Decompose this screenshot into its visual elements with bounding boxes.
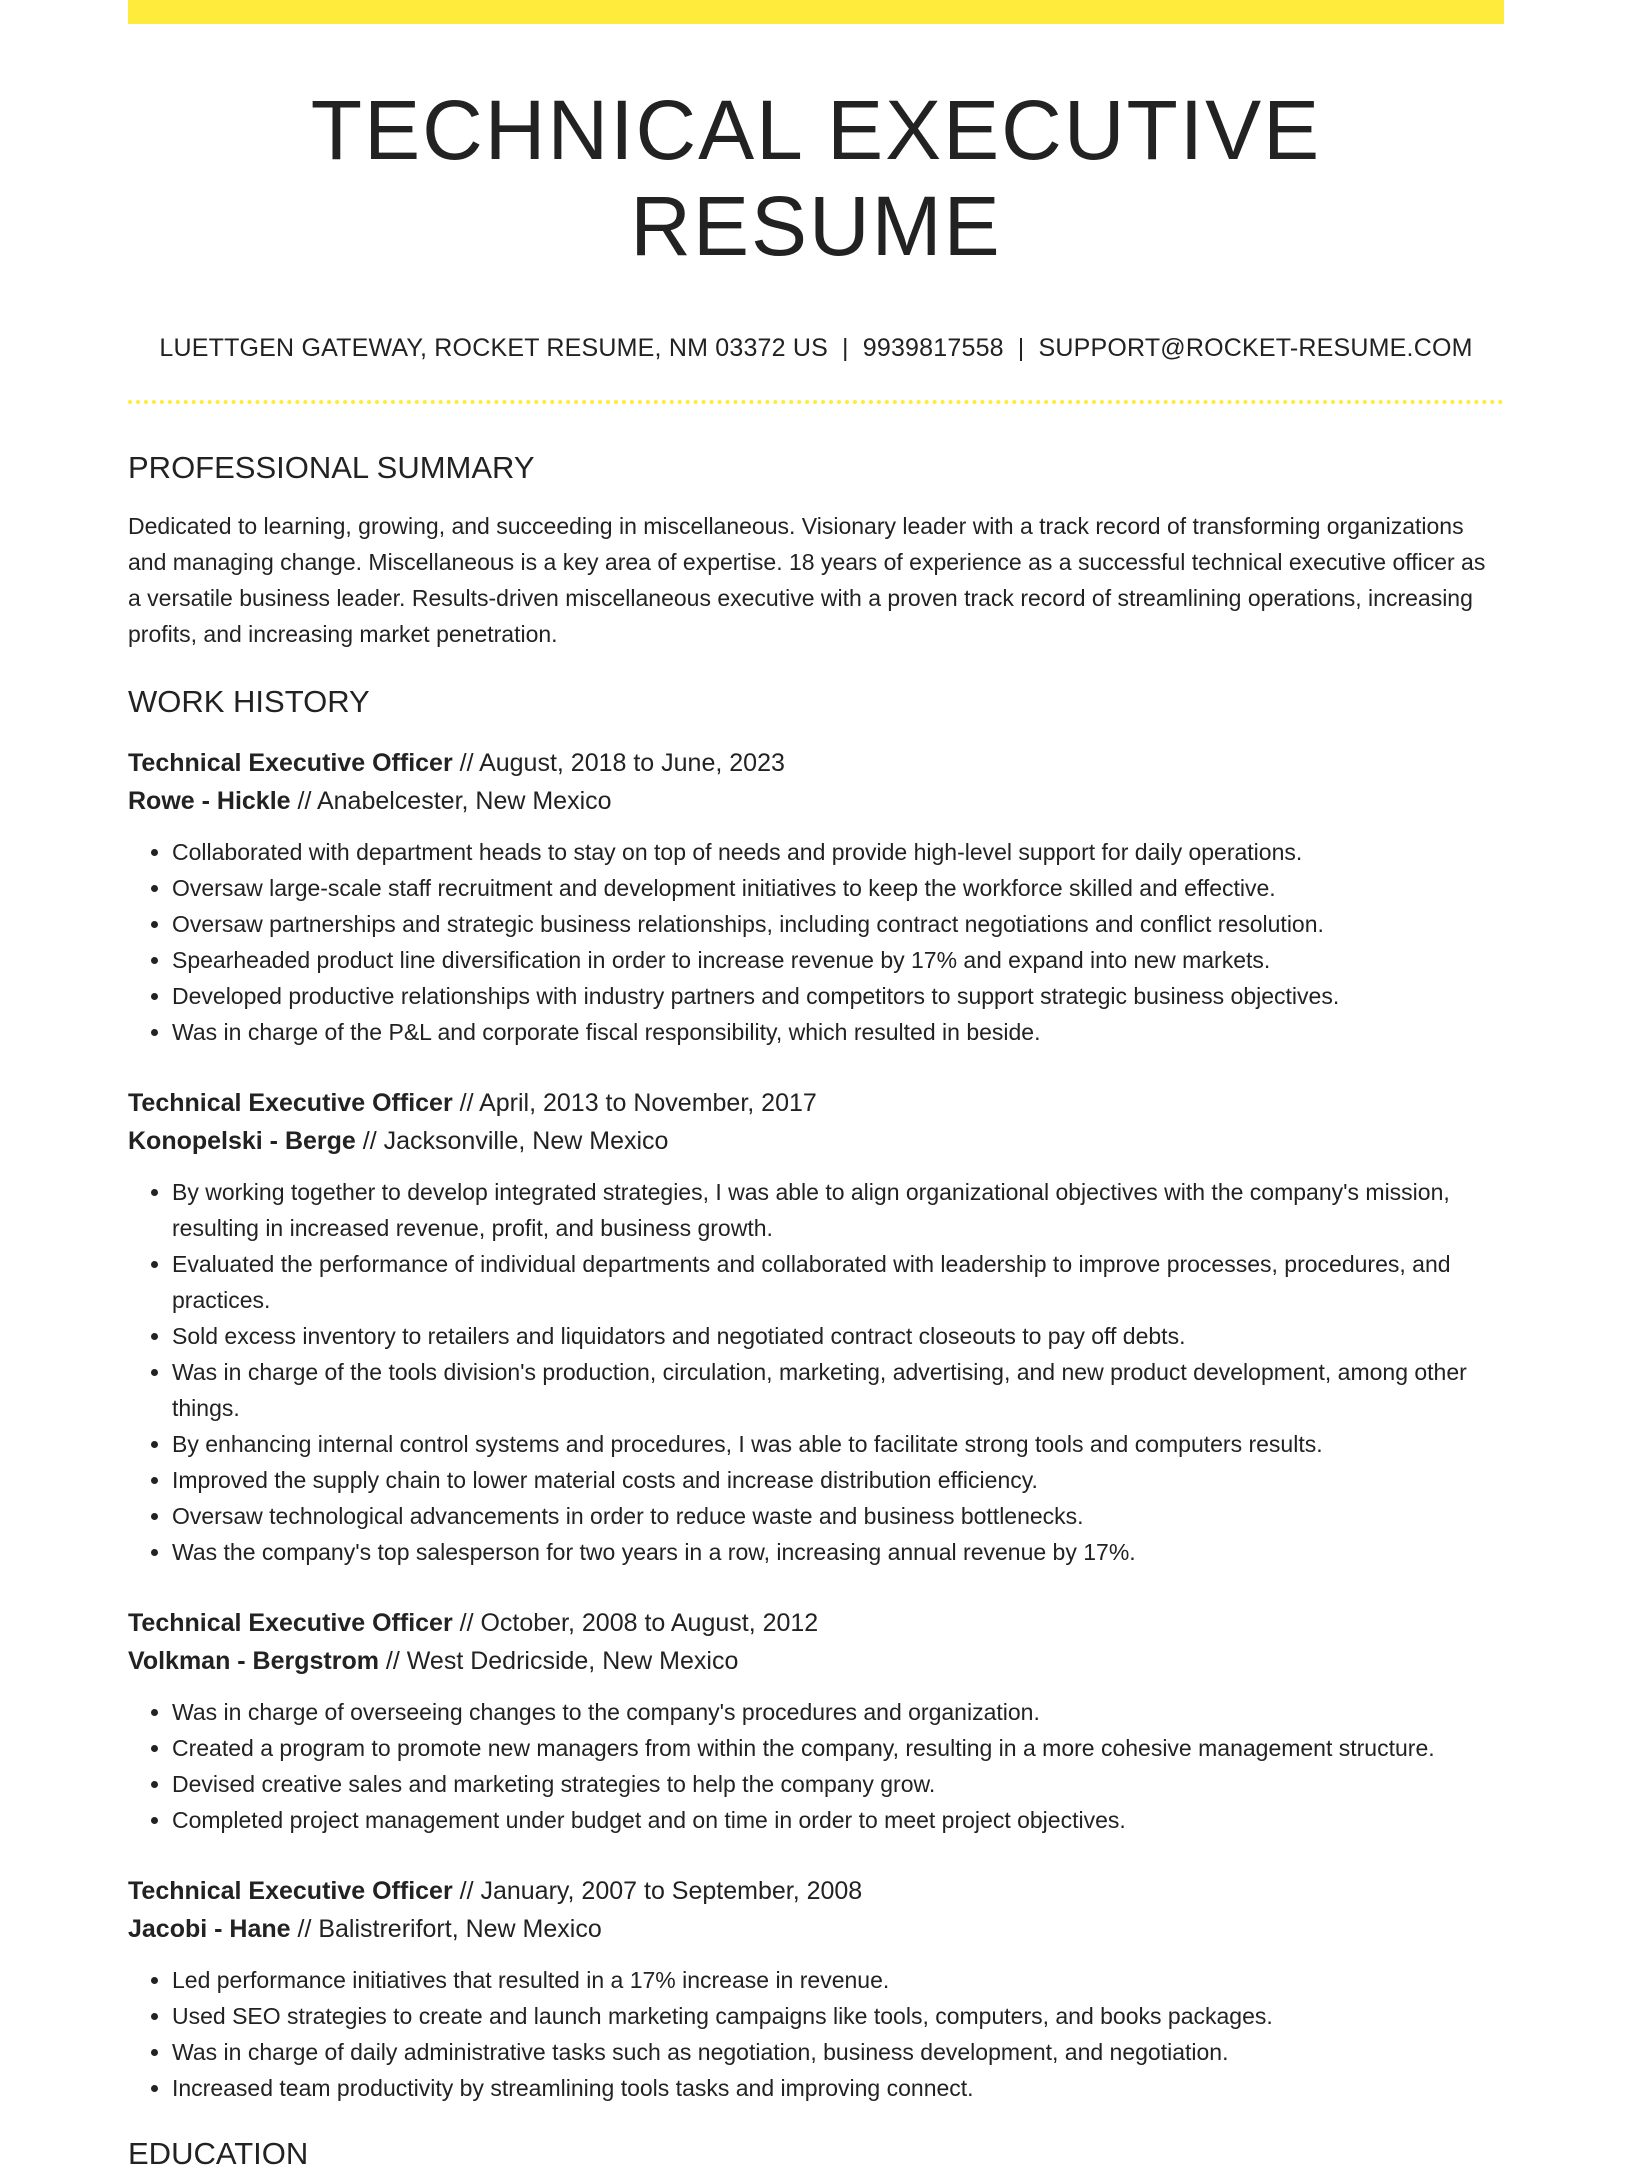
job-dates: // October, 2008 to August, 2012: [452, 1609, 819, 1637]
job-bullet: • Oversaw technological advancements in order to reduce waste and business bottlenecks.: [172, 1498, 1504, 1534]
job-bullet-list: [128, 1174, 1504, 1570]
job-bullet-list: [128, 1962, 1504, 2106]
job-company: Volkman - Bergstrom: [128, 1647, 379, 1675]
job-title-line: [128, 1084, 1504, 1122]
job-bullet: • Was in charge of daily administrative tasks such as negotiation, business development, and negotiation.: [172, 2034, 1504, 2070]
job-title: Technical Executive Officer: [128, 1089, 453, 1117]
job-company: Rowe - Hickle: [128, 787, 291, 815]
job-title: Technical Executive Officer: [128, 749, 453, 777]
contact-line: [128, 332, 1504, 364]
job-bullet: • Completed project management under budget and on time in order to meet project objectives.: [172, 1802, 1504, 1838]
job-title: Technical Executive Officer: [128, 1609, 453, 1637]
job-bullet: • Oversaw large-scale staff recruitment and development initiatives to keep the workforce skilled and effective.: [172, 870, 1504, 906]
job-bullet: • Was the company's top salesperson for two years in a row, increasing annual revenue by 17%.: [172, 1534, 1504, 1570]
job-entry: [128, 1084, 1504, 1570]
job-entry: [128, 1872, 1504, 2106]
job-title: Technical Executive Officer: [128, 1877, 453, 1905]
job-bullet: • Was in charge of overseeing changes to the company's procedures and organization.: [172, 1694, 1504, 1730]
job-location: // Anabelcester, New Mexico: [290, 787, 612, 815]
contact-separator: |: [842, 334, 849, 362]
job-company-line: [128, 1122, 1504, 1160]
work-history-list: [128, 744, 1504, 2106]
job-dates: // April, 2013 to November, 2017: [452, 1089, 817, 1117]
contact-email: SUPPORT@ROCKET-RESUME.COM: [1038, 334, 1473, 362]
job-location: // Jacksonville, New Mexico: [355, 1127, 669, 1155]
job-dates: // January, 2007 to September, 2008: [452, 1877, 863, 1905]
dotted-divider: [128, 400, 1504, 404]
education-heading: EDUCATION: [128, 2136, 309, 2171]
job-company: Jacobi - Hane: [128, 1915, 291, 1943]
job-bullet: • Evaluated the performance of individual departments and collaborated with leadership to improve processes, procedures, and practices.: [172, 1246, 1504, 1318]
contact-address: LUETTGEN GATEWAY, ROCKET RESUME, NM 03372 US: [159, 334, 829, 362]
job-bullet: • Used SEO strategies to create and launch marketing campaigns like tools, computers, and books packages.: [172, 1998, 1504, 2034]
job-bullet: • Spearheaded product line diversification in order to increase revenue by 17% and expand into new markets.: [172, 942, 1504, 978]
resume-page: [128, 0, 1504, 2174]
job-dates: // August, 2018 to June, 2023: [452, 749, 785, 777]
job-bullet: • Improved the supply chain to lower material costs and increase distribution efficiency.: [172, 1462, 1504, 1498]
job-title-line: [128, 1872, 1504, 1910]
job-bullet: • Created a program to promote new managers from within the company, resulting in a more cohesive management structure.: [172, 1730, 1504, 1766]
job-company-line: [128, 782, 1504, 820]
job-bullet: • Increased team productivity by streamlining tools tasks and improving connect.: [172, 2070, 1504, 2106]
job-bullet: • Was in charge of the P&L and corporate fiscal responsibility, which resulted in beside.: [172, 1014, 1504, 1050]
top-accent-bar: [128, 0, 1504, 24]
job-bullet: • Oversaw partnerships and strategic business relationships, including contract negotiations and conflict resolution.: [172, 906, 1504, 942]
resume-title: TECHNICAL EXECUTIVE RESUME: [310, 83, 1322, 273]
job-title-line: [128, 744, 1504, 782]
job-bullet: • Sold excess inventory to retailers and liquidators and negotiated contract closeouts to pay off debts.: [172, 1318, 1504, 1354]
summary-text: Dedicated to learning, growing, and succeeding in miscellaneous. Visionary leader with a track record of transforming organizations and managing change. Miscellaneous is a key area of expertise. 18 years of experience as a successful technical executive officer as a versatile business leader. Results-driven miscellaneous executive with a proven track record of streamlining operations, increasing profits, and increasing market penetration.: [128, 513, 1486, 647]
job-company: Konopelski - Berge: [128, 1127, 356, 1155]
job-bullet: • Developed productive relationships with industry partners and competitors to support strategic business objectives.: [172, 978, 1504, 1014]
job-bullet: • By working together to develop integrated strategies, I was able to align organizational objectives with the company's mission, resulting in increased revenue, profit, and business growth.: [172, 1174, 1504, 1246]
job-bullet: • Was in charge of the tools division's production, circulation, marketing, advertising, and new product development, among other things.: [172, 1354, 1504, 1426]
job-company-line: [128, 1642, 1504, 1680]
job-bullet-list: [128, 1694, 1504, 1838]
work-history-heading: WORK HISTORY: [128, 684, 370, 719]
job-entry: [128, 744, 1504, 1050]
job-entry: [128, 1604, 1504, 1838]
job-bullet: • Collaborated with department heads to stay on top of needs and provide high-level support for daily operations.: [172, 834, 1504, 870]
summary-heading: PROFESSIONAL SUMMARY: [128, 450, 535, 485]
job-bullet: • Devised creative sales and marketing strategies to help the company grow.: [172, 1766, 1504, 1802]
contact-phone: 9939817558: [862, 334, 1004, 362]
contact-separator: |: [1017, 334, 1025, 362]
job-title-line: [128, 1604, 1504, 1642]
job-location: // West Dedricside, New Mexico: [378, 1647, 739, 1675]
job-location: // Balistrerifort, New Mexico: [290, 1915, 602, 1943]
job-bullet: • By enhancing internal control systems and procedures, I was able to facilitate strong tools and computers results.: [172, 1426, 1504, 1462]
job-bullet-list: [128, 834, 1504, 1050]
job-bullet: • Led performance initiatives that resulted in a 17% increase in revenue.: [172, 1962, 1504, 1998]
job-company-line: [128, 1910, 1504, 1948]
